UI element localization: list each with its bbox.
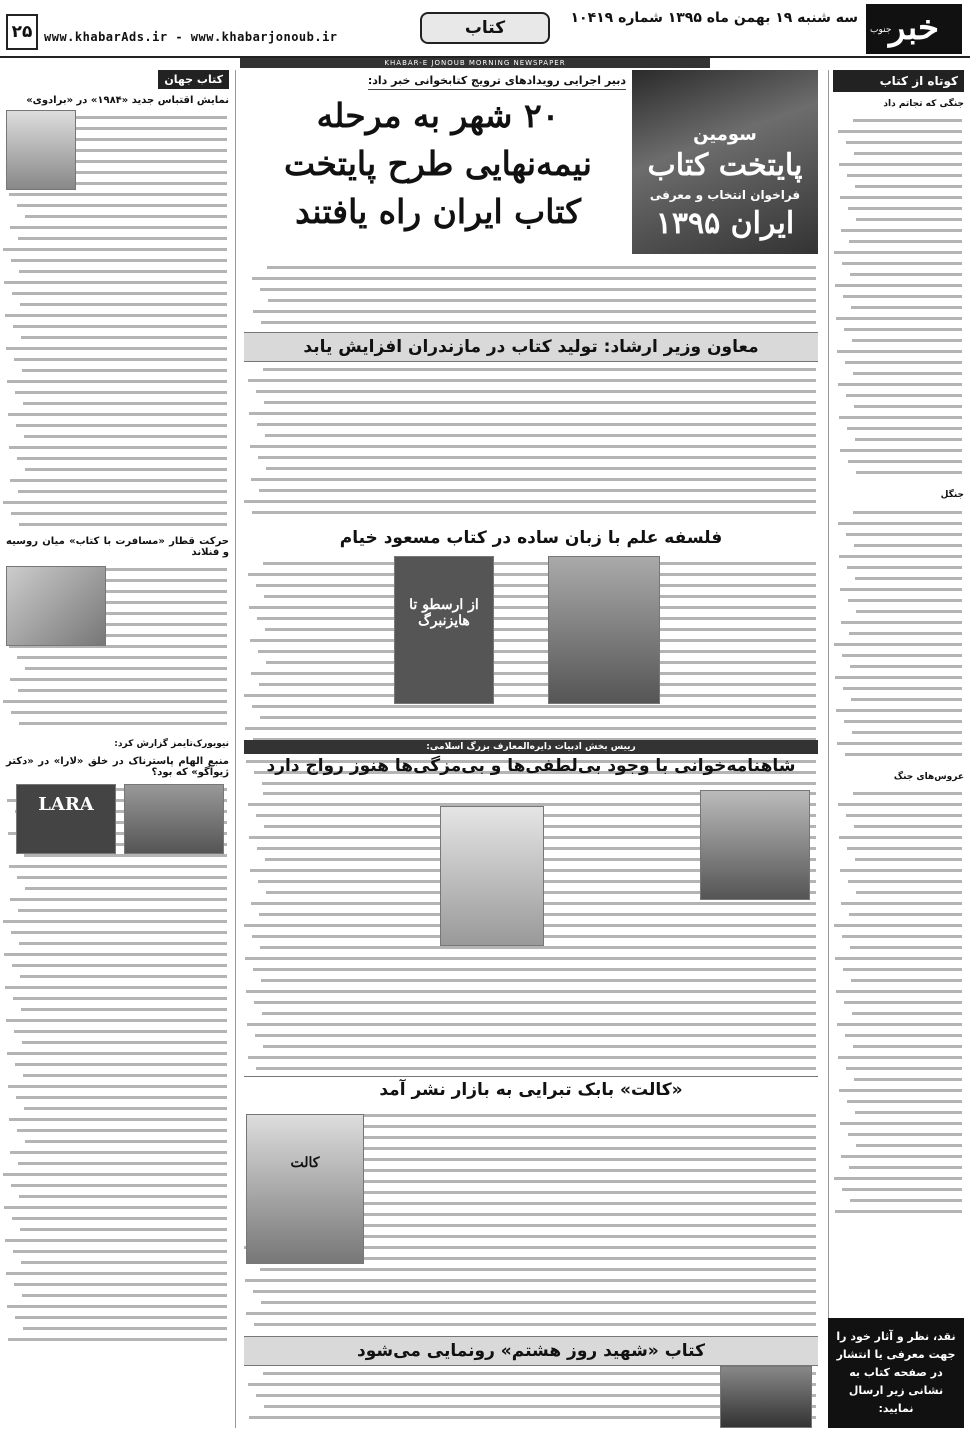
- text-line: [848, 1133, 962, 1136]
- text-line: [17, 457, 227, 460]
- text-line: [264, 401, 816, 404]
- interviewee-photo: [700, 790, 810, 900]
- text-line: [840, 869, 962, 872]
- text-line: [262, 782, 816, 785]
- author-photo: [548, 556, 660, 704]
- page-number: ۲۵: [6, 14, 38, 50]
- text-line: [250, 639, 816, 642]
- text-line: [8, 413, 227, 416]
- logo-sub: جنوب: [870, 25, 892, 35]
- text-line: [24, 435, 227, 438]
- text-lines: [834, 786, 964, 1216]
- train-photo: [6, 566, 106, 646]
- text-line: [855, 438, 962, 441]
- text-line: [847, 1100, 962, 1103]
- text-line: [249, 606, 816, 609]
- text-line: [24, 1107, 227, 1110]
- text-line: [3, 248, 227, 251]
- text-line: [253, 1290, 816, 1293]
- text-line: [267, 266, 816, 269]
- text-line: [849, 632, 962, 635]
- text-lines: [248, 260, 818, 330]
- text-line: [263, 368, 816, 371]
- text-line: [252, 277, 816, 280]
- story-title: نمایش اقتباس جدید «۱۹۸۴» در «برادوی»: [26, 95, 229, 106]
- martyr-book-cover: [720, 1366, 812, 1428]
- text-line: [25, 468, 227, 471]
- poster-line: ایران ۱۳۹۵: [655, 206, 795, 241]
- text-line: [11, 931, 227, 934]
- text-line: [23, 1327, 227, 1330]
- text-line: [260, 946, 816, 949]
- text-line: [4, 281, 227, 284]
- text-line: [852, 731, 962, 734]
- poster-line: پایتخت کتاب: [647, 148, 803, 183]
- story-headline[interactable]: کتاب «شهید روز هشتم» رونمایی می‌شود: [244, 1336, 818, 1366]
- text-line: [10, 1151, 227, 1154]
- text-line: [25, 215, 227, 218]
- text-line: [260, 1268, 816, 1271]
- text-line: [6, 1019, 227, 1022]
- cover-title: کالت: [290, 1155, 320, 1171]
- text-line: [18, 909, 227, 912]
- text-line: [10, 479, 227, 482]
- text-line: [856, 891, 962, 894]
- text-line: [839, 416, 962, 419]
- text-line: [3, 700, 227, 703]
- text-line: [256, 1067, 816, 1070]
- text-line: [846, 394, 962, 397]
- text-line: [253, 310, 816, 313]
- lead-story: [244, 70, 818, 332]
- text-line: [7, 1305, 227, 1308]
- text-line: [850, 665, 962, 668]
- text-line: [839, 1089, 962, 1092]
- text-lines: [834, 505, 964, 765]
- text-line: [262, 1012, 816, 1015]
- short-item-title: جنگی که تجاتم داد: [883, 99, 964, 109]
- text-line: [259, 489, 816, 492]
- text-line: [850, 273, 962, 276]
- capital-poster: [632, 70, 818, 254]
- text-line: [853, 792, 962, 795]
- text-line: [6, 347, 227, 350]
- text-line: [14, 358, 227, 361]
- text-line: [259, 683, 816, 686]
- logo-text: خبر: [888, 8, 940, 48]
- text-lines: [834, 113, 964, 483]
- story-headline[interactable]: شاهنامه‌خوانی با وجود بی‌لطفی‌ها و بی‌مزگی‌ها هنوز رواج دارد: [266, 756, 796, 776]
- short-news-column: [828, 70, 964, 1438]
- text-line: [835, 284, 962, 287]
- text-line: [266, 467, 816, 470]
- text-line: [15, 391, 227, 394]
- text-line: [10, 226, 227, 229]
- text-line: [841, 902, 962, 905]
- text-line: [854, 405, 962, 408]
- text-line: [258, 650, 816, 653]
- text-line: [248, 573, 816, 576]
- text-line: [8, 1338, 227, 1341]
- text-line: [254, 1323, 816, 1326]
- text-line: [252, 511, 816, 514]
- text-line: [17, 876, 227, 879]
- text-line: [256, 584, 816, 587]
- text-line: [10, 678, 227, 681]
- section-title: کتاب: [420, 12, 550, 44]
- text-line: [15, 1063, 227, 1066]
- text-line: [266, 661, 816, 664]
- world-books-column: [6, 70, 236, 1428]
- text-line: [854, 152, 962, 155]
- lara-title: LARA: [38, 794, 94, 816]
- text-line: [17, 1129, 227, 1132]
- text-line: [253, 968, 816, 971]
- text-line: [18, 490, 227, 493]
- text-line: [842, 1188, 962, 1191]
- text-line: [248, 379, 816, 382]
- text-line: [846, 1067, 962, 1070]
- newspaper-logo[interactable]: [866, 4, 962, 54]
- text-line: [847, 427, 962, 430]
- text-line: [13, 325, 227, 328]
- text-line: [839, 836, 962, 839]
- text-lines: [3, 782, 229, 1342]
- science-book-cover: [394, 556, 494, 704]
- text-line: [5, 314, 227, 317]
- pasternak-photo: [124, 784, 224, 854]
- text-line: [18, 1162, 227, 1165]
- text-line: [260, 716, 816, 719]
- text-line: [843, 295, 962, 298]
- world-books-header: کتاب جهان: [158, 70, 229, 89]
- story-headline[interactable]: فلسفه علم با زبان ساده در کتاب مسعود خیام: [339, 528, 723, 548]
- lead-body: [244, 260, 818, 330]
- text-line: [4, 1206, 227, 1209]
- text-line: [834, 643, 962, 646]
- text-line: [844, 1001, 962, 1004]
- text-line: [258, 456, 816, 459]
- text-line: [838, 803, 962, 806]
- broadway-photo: [6, 110, 76, 190]
- callout-text: نقد، نظر و آثار خود را جهت معرفی یا انتشار در صفحه کتاب به نشانی زیر ارسال نمایید:: [836, 1330, 956, 1415]
- text-line: [855, 577, 962, 580]
- text-line: [839, 555, 962, 558]
- text-line: [4, 953, 227, 956]
- text-line: [837, 1023, 962, 1026]
- text-line: [840, 196, 962, 199]
- text-line: [11, 259, 227, 262]
- divider: [244, 1076, 818, 1077]
- text-line: [12, 964, 227, 967]
- story-headline[interactable]: «کالت» بابک تبرایی به بازار نشر آمد: [379, 1080, 683, 1100]
- text-line: [10, 898, 227, 901]
- text-line: [6, 1272, 227, 1275]
- story-block: [6, 782, 229, 1342]
- text-line: [11, 711, 227, 714]
- text-line: [19, 1195, 227, 1198]
- text-line: [853, 372, 962, 375]
- text-line: [11, 512, 227, 515]
- text-line: [847, 847, 962, 850]
- text-line: [838, 383, 962, 386]
- text-line: [3, 501, 227, 504]
- short-item-body: [833, 113, 964, 483]
- short-item-body: [833, 505, 964, 765]
- text-line: [854, 1078, 962, 1081]
- text-line: [7, 380, 227, 383]
- text-line: [7, 1052, 227, 1055]
- text-line: [13, 1250, 227, 1253]
- text-line: [265, 434, 816, 437]
- text-line: [249, 412, 816, 415]
- submission-callout: [828, 1318, 964, 1438]
- text-line: [853, 1045, 962, 1048]
- text-line: [9, 446, 227, 449]
- cover-title: از ارسطو تا هایزنبرگ: [409, 597, 479, 629]
- text-line: [851, 698, 962, 701]
- text-line: [5, 986, 227, 989]
- text-line: [265, 628, 816, 631]
- lead-kicker: دبیر اجرایی رویدادهای ترویج کتابخوانی خبر داد:: [368, 74, 626, 90]
- text-line: [25, 667, 227, 670]
- text-line: [257, 423, 816, 426]
- text-line: [12, 292, 227, 295]
- story-block: [6, 110, 229, 530]
- kallat-cover: [246, 1114, 364, 1264]
- text-line: [20, 1228, 227, 1231]
- text-line: [841, 1155, 962, 1158]
- text-line: [855, 1111, 962, 1114]
- text-line: [834, 924, 962, 927]
- text-line: [846, 141, 962, 144]
- text-line: [20, 975, 227, 978]
- text-line: [245, 957, 816, 960]
- text-line: [845, 753, 962, 756]
- text-line: [836, 990, 962, 993]
- text-line: [854, 825, 962, 828]
- story-block: [6, 562, 229, 732]
- text-line: [250, 445, 816, 448]
- text-line: [839, 163, 962, 166]
- text-line: [261, 321, 816, 324]
- text-line: [3, 920, 227, 923]
- text-line: [21, 1261, 227, 1264]
- poster-line: سومین: [693, 124, 757, 145]
- text-line: [841, 621, 962, 624]
- text-line: [851, 306, 962, 309]
- text-line: [263, 562, 816, 565]
- text-line: [5, 1239, 227, 1242]
- text-line: [847, 174, 962, 177]
- text-line: [852, 339, 962, 342]
- text-line: [246, 990, 816, 993]
- text-line: [21, 1008, 227, 1011]
- text-line: [851, 979, 962, 982]
- text-line: [13, 997, 227, 1000]
- text-line: [261, 979, 816, 982]
- text-line: [856, 610, 962, 613]
- text-line: [842, 654, 962, 657]
- story-headline[interactable]: معاون وزیر ارشاد: تولید کتاب در مازندران افزایش یابد: [244, 332, 818, 362]
- text-line: [25, 1140, 227, 1143]
- text-line: [835, 1210, 962, 1213]
- text-line: [835, 957, 962, 960]
- text-line: [844, 720, 962, 723]
- text-line: [843, 687, 962, 690]
- text-line: [837, 742, 962, 745]
- issue-date: سه شنبه ۱۹ بهمن ماه ۱۳۹۵ شماره ۱۰۴۱۹: [570, 10, 858, 26]
- story-title: حرکت قطار «مسافرت با کتاب» میان روسیه و فنلاند: [6, 536, 229, 558]
- short-item-title: جنگل: [940, 490, 964, 501]
- text-line: [848, 207, 962, 210]
- text-line: [248, 1056, 816, 1059]
- text-line: [838, 1056, 962, 1059]
- text-line: [856, 1144, 962, 1147]
- text-line: [9, 1118, 227, 1121]
- text-line: [17, 656, 227, 659]
- text-line: [842, 262, 962, 265]
- text-line: [840, 449, 962, 452]
- text-line: [246, 1312, 816, 1315]
- text-line: [8, 1085, 227, 1088]
- text-line: [14, 1283, 227, 1286]
- text-line: [12, 1217, 227, 1220]
- text-line: [14, 1030, 227, 1033]
- text-line: [856, 218, 962, 221]
- text-line: [847, 566, 962, 569]
- text-line: [845, 1034, 962, 1037]
- text-line: [24, 854, 227, 857]
- text-line: [255, 1034, 816, 1037]
- text-line: [834, 251, 962, 254]
- text-line: [244, 694, 816, 697]
- text-line: [846, 533, 962, 536]
- main-stories: [244, 70, 818, 1428]
- text-line: [22, 1294, 227, 1297]
- short-item-body: [833, 786, 964, 1216]
- text-line: [834, 1177, 962, 1180]
- story-title: منبع الهام پاسترناک در خلق «لارا» در «دکتر ژیواگو» که بود؟: [6, 756, 229, 779]
- masthead: [0, 0, 970, 58]
- text-line: [845, 361, 962, 364]
- lara-book-cover: [16, 784, 116, 854]
- text-line: [855, 185, 962, 188]
- text-lines: [244, 362, 818, 522]
- text-line: [244, 500, 816, 503]
- text-line: [25, 887, 227, 890]
- text-line: [3, 1173, 227, 1176]
- text-line: [254, 1001, 816, 1004]
- text-line: [9, 865, 227, 868]
- text-line: [16, 1096, 227, 1099]
- text-line: [840, 1122, 962, 1125]
- text-line: [268, 299, 816, 302]
- text-line: [840, 588, 962, 591]
- text-line: [251, 672, 816, 675]
- lead-headline[interactable]: ۲۰ شهر به مرحله نیمه‌نهایی طرح پایتخت کتاب ایران راه یافتند: [284, 96, 592, 231]
- text-line: [848, 599, 962, 602]
- text-line: [260, 288, 816, 291]
- story-kicker: رییس بخش ادبیات دایره‌المعارف بزرگ اسلامی:: [244, 740, 818, 754]
- text-line: [20, 303, 227, 306]
- short-news-header: کوتاه از کتاب: [833, 70, 964, 92]
- text-line: [837, 350, 962, 353]
- text-line: [19, 270, 227, 273]
- text-line: [849, 1166, 962, 1169]
- text-line: [257, 617, 816, 620]
- short-item-title: عروس‌های جنگ: [893, 771, 964, 782]
- text-line: [843, 968, 962, 971]
- text-line: [850, 1199, 962, 1202]
- website-links[interactable]: www.khabarAds.ir - www.khabarjonoub.ir: [44, 30, 338, 44]
- text-line: [263, 1045, 816, 1048]
- text-line: [21, 336, 227, 339]
- text-line: [245, 1279, 816, 1282]
- text-line: [252, 705, 816, 708]
- text-line: [19, 942, 227, 945]
- text-line: [11, 1184, 227, 1187]
- text-line: [9, 193, 227, 196]
- text-line: [842, 935, 962, 938]
- text-line: [251, 478, 816, 481]
- text-line: [18, 237, 227, 240]
- text-line: [838, 522, 962, 525]
- callout-email[interactable]: ketab@khabarads.ir: [845, 1428, 947, 1438]
- text-line: [856, 471, 962, 474]
- text-line: [852, 1012, 962, 1015]
- story-body: [244, 362, 818, 522]
- text-line: [19, 722, 227, 725]
- shahnameh-cover: [440, 806, 544, 946]
- text-line: [854, 544, 962, 547]
- text-line: [846, 814, 962, 817]
- text-line: [18, 689, 227, 692]
- text-line: [22, 369, 227, 372]
- text-line: [844, 328, 962, 331]
- text-line: [23, 402, 227, 405]
- text-line: [836, 317, 962, 320]
- text-line: [264, 595, 816, 598]
- text-line: [22, 1041, 227, 1044]
- text-line: [17, 204, 227, 207]
- text-line: [835, 676, 962, 679]
- text-line: [853, 511, 962, 514]
- text-line: [841, 229, 962, 232]
- text-line: [23, 1074, 227, 1077]
- text-line: [256, 390, 816, 393]
- text-line: [836, 709, 962, 712]
- text-line: [853, 119, 962, 122]
- text-line: [16, 424, 227, 427]
- text-line: [247, 1023, 816, 1026]
- text-line: [849, 240, 962, 243]
- text-line: [838, 130, 962, 133]
- text-line: [15, 1316, 227, 1319]
- text-line: [261, 1301, 816, 1304]
- text-line: [848, 880, 962, 883]
- text-line: [849, 913, 962, 916]
- text-line: [245, 727, 816, 730]
- text-line: [19, 523, 227, 526]
- text-line: [855, 858, 962, 861]
- english-subtitle: KHABAR-E JONOUB MORNING NEWSPAPER: [240, 58, 710, 68]
- story-kicker: نیویورک‌تایمز گزارش کرد:: [114, 739, 229, 749]
- text-line: [850, 946, 962, 949]
- text-line: [848, 460, 962, 463]
- poster-line: فراخوان انتخاب و معرفی: [649, 188, 801, 202]
